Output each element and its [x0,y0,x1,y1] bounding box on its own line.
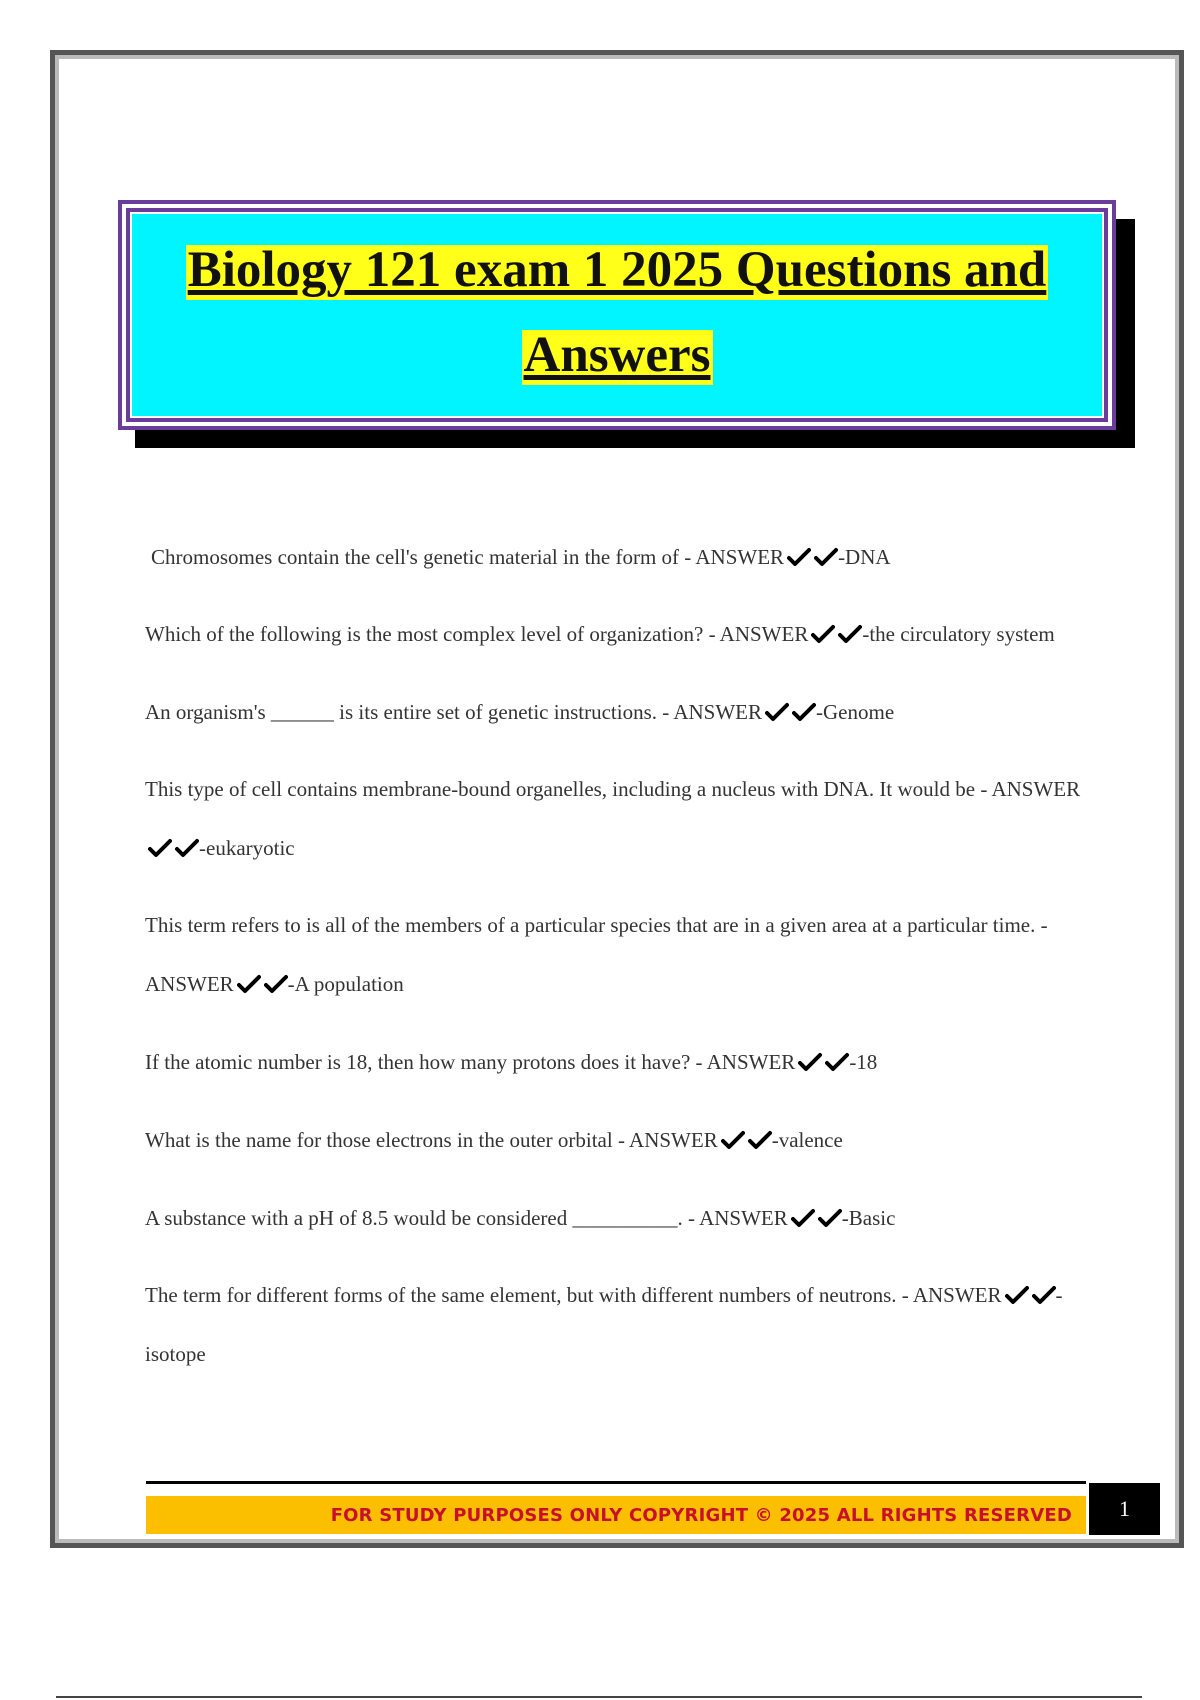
page-number: 1 [1119,1496,1130,1521]
copyright-notice: FOR STUDY PURPOSES ONLY COPYRIGHT © 2025 ALL RIGHTS RESERVED [330,1504,1072,1526]
question-text: If the atomic number is 18, then how many protons does it have? [145,1050,691,1074]
answer-separator: - [975,777,992,801]
question-text: An organism's ______ is its entire set of genetic instructions. [145,700,657,724]
question-text: This term refers to is all of the members of a particular species that are in a given area at a particular time. [145,913,1036,937]
answer-text: -the circulatory system [862,622,1055,646]
answer-separator: - [682,1206,700,1230]
check-icon [791,1208,815,1228]
check-icon [237,974,261,994]
answer-label: ANSWER [706,1050,796,1074]
answer-text: -eukaryotic [199,836,295,860]
answer-label: ANSWER [673,700,763,724]
answer-label: ANSWER [719,622,809,646]
qa-item [145,1188,1095,1248]
qa-item [145,682,1095,742]
check-icon [811,624,835,644]
answer-text: -valence [771,1128,843,1152]
answer-text: -18 [849,1050,878,1074]
answer-label: ANSWER [699,1206,788,1230]
check-icon [1005,1285,1029,1305]
answer-label: ANSWER [145,972,234,996]
question-text: Chromosomes contain the cell's genetic material in the form of [151,545,680,569]
answer-separator: - [896,1283,913,1307]
answer-label: ANSWER [695,545,785,569]
qa-item [145,760,1095,878]
question-text: This type of cell contains membrane-bound organelles, including a nucleus with DNA. It would be [145,777,976,801]
check-icon [1032,1285,1056,1305]
check-icon [787,547,811,567]
answer-separator: - [703,622,720,646]
check-icon [264,974,288,994]
answer-text: -isotope [145,1283,1063,1366]
check-icon [798,1052,822,1072]
answer-text: -Genome [816,700,895,724]
qa-list [145,527,1095,1402]
answer-separator: - [612,1128,630,1152]
question-text: What is the name for those electrons in the outer orbital [145,1128,613,1152]
question-text: The term for different forms of the same element, but with different numbers of neutrons. [145,1283,897,1307]
page-number-box [1089,1483,1160,1535]
question-text: Which of the following is the most complex level of organization? [145,622,704,646]
qa-item [145,527,1095,587]
title-box [118,200,1116,430]
check-icon [818,1208,842,1228]
check-icon [814,547,838,567]
answer-separator: - [690,1050,707,1074]
answer-text: -A population [287,972,404,996]
qa-item [145,1110,1095,1170]
check-icon [721,1130,745,1150]
footer-band [146,1496,1086,1534]
check-icon [838,624,862,644]
check-icon [748,1130,772,1150]
document-title-line-2: Answers [523,327,711,383]
check-icon [765,702,789,722]
qa-item [145,605,1095,664]
question-text: A substance with a pH of 8.5 would be considered __________. [145,1206,683,1230]
qa-item [145,896,1095,1014]
answer-label: ANSWER [991,777,1081,801]
answer-text: -DNA [838,545,891,569]
footer-rule [146,1481,1086,1484]
qa-item [145,1032,1095,1092]
bottom-rule [56,1696,1142,1698]
answer-separator: - [1035,913,1048,937]
answer-label: ANSWER [912,1283,1002,1307]
answer-label: ANSWER [629,1128,718,1152]
answer-separator: - [657,700,674,724]
check-icon [148,838,172,858]
check-icon [825,1052,849,1072]
answer-text: -Basic [841,1206,896,1230]
check-icon [792,702,816,722]
title-inner [126,208,1108,422]
check-icon [175,838,199,858]
qa-item [145,1266,1095,1384]
answer-separator: - [679,545,696,569]
document-title-line-1: Biology 121 exam 1 2025 Questions and [187,242,1047,298]
